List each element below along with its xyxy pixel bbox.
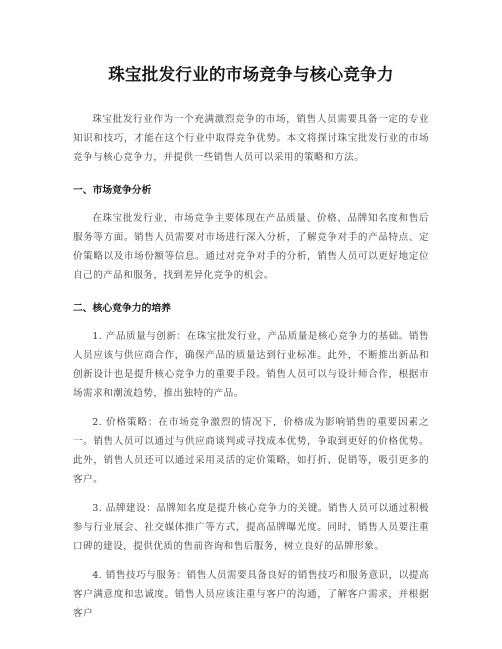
core-point-brand-building: 3. 品牌建设：品牌知名度是提升核心竞争力的关键。销售人员可以通过积极参与行业展会、社交媒体推广等方式，提高品牌曝光度。同时，销售人员要注重口碑的建设，提供优质的售前咨询和售后服务，树立良好的品牌形象。 <box>73 503 429 552</box>
intro-paragraph: 珠宝批发行业作为一个充满激烈竞争的市场，销售人员需要具备一定的专业知识和技巧，才能在这个行业中取得竞争优势。本文将探讨珠宝批发行业的市场竞争与核心竞争力，并提供一些销售人员可以采用的策略和方法。 <box>73 114 429 163</box>
market-competition-paragraph: 在珠宝批发行业，市场竞争主要体现在产品质量、价格、品牌知名度和售后服务等方面。销售人员需要对市场进行深入分析，了解竞争对手的产品特点、定价策略以及市场份额等信息。通过对竞争对手的分析，销售人员可以更好地定位自己的产品和服务，找到差异化竞争的机会。 <box>73 213 429 281</box>
document-title: 珠宝批发行业的市场竞争与核心竞争力 <box>108 65 394 84</box>
section-heading-market-competition: 一、市场竞争分析 <box>73 185 152 196</box>
core-point-pricing-strategy: 2. 价格策略：在市场竞争激烈的情况下，价格成为影响销售的重要因素之一。销售人员可以通过与供应商谈判或寻找成本优势，争取到更好的价格优势。此外，销售人员还可以通过采用灵活的定价策略，如打折、促销等，吸引更多的客户。 <box>73 417 429 485</box>
section-heading-core-competitiveness: 二、核心竞争力的培养 <box>73 303 171 314</box>
core-point-sales-service: 4. 销售技巧与服务：销售人员需要具备良好的销售技巧和服务意识，以提高客户满意度和忠诚度。销售人员应该注重与客户的沟通，了解客户需求，并根据客户 <box>73 570 429 619</box>
core-point-product-quality: 1. 产品质量与创新：在珠宝批发行业，产品质量是核心竞争力的基础。销售人员应该与供应商合作，确保产品的质量达到行业标准。此外，不断推出新品和创新设计也是提升核心竞争力的重要手段。销售人员可以与设计师合作，根据市场需求和潮流趋势，推出独特的产品。 <box>73 331 429 399</box>
